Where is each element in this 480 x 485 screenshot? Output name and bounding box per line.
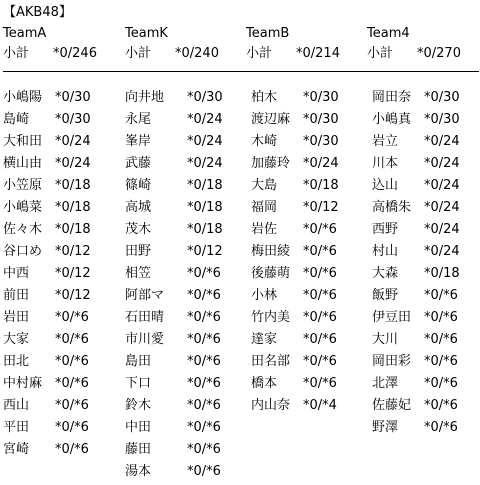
member-name: 小嶋菜 [3, 200, 43, 215]
member-row [251, 243, 371, 265]
member-row [251, 331, 371, 353]
member-score: *0/*6 [424, 376, 458, 391]
member-score: *0/18 [55, 178, 91, 193]
member-name: 中西 [3, 266, 30, 281]
member-name: 渡辺麻 [251, 112, 291, 127]
member-score: *0/*6 [187, 310, 221, 325]
member-row [125, 331, 245, 353]
member-score: *0/*6 [55, 398, 89, 413]
member-row [3, 199, 123, 221]
member-score: *0/12 [55, 266, 91, 281]
member-row [125, 419, 245, 441]
member-score: *0/*6 [424, 398, 458, 413]
member-name: 川本 [372, 156, 399, 171]
member-name: 岩立 [372, 134, 399, 149]
member-name: 中田 [125, 420, 152, 435]
member-score: *0/*6 [187, 266, 221, 281]
member-row [125, 199, 245, 221]
member-row [372, 375, 480, 397]
member-row [372, 309, 480, 331]
member-score: *0/30 [424, 90, 460, 105]
member-name: 島田 [125, 354, 152, 369]
member-row [372, 177, 480, 199]
member-name: 佐藤妃 [372, 398, 412, 413]
member-row [251, 133, 371, 155]
subtotal-value: *0/270 [417, 46, 461, 61]
member-row [3, 243, 123, 265]
member-name: 峯岸 [125, 134, 152, 149]
member-name: 小嶋真 [372, 112, 412, 127]
member-list-4 [372, 89, 480, 441]
member-row [372, 353, 480, 375]
member-row [251, 309, 371, 331]
member-score: *0/30 [424, 112, 460, 127]
member-score: *0/*6 [55, 376, 89, 391]
member-row [125, 353, 245, 375]
member-name: 武藤 [125, 156, 152, 171]
member-score: *0/30 [303, 90, 339, 105]
member-row [125, 111, 245, 133]
member-row [125, 287, 245, 309]
member-name: 宮崎 [3, 442, 30, 457]
member-row [125, 463, 245, 485]
member-score: *0/*6 [303, 354, 337, 369]
member-row [3, 111, 123, 133]
member-score: *0/*6 [187, 464, 221, 479]
member-name: 中村麻 [3, 376, 43, 391]
member-name: 田名部 [251, 354, 291, 369]
member-score: *0/30 [303, 112, 339, 127]
member-row [3, 397, 123, 419]
member-name: 飯野 [372, 288, 399, 303]
member-score: *0/18 [303, 178, 339, 193]
member-name: 達家 [251, 332, 278, 347]
team-header-k [125, 26, 245, 63]
member-score: *0/30 [303, 134, 339, 149]
member-name: 前田 [3, 288, 30, 303]
member-row [125, 243, 245, 265]
member-row [3, 221, 123, 243]
member-row [251, 89, 371, 111]
member-row [125, 133, 245, 155]
team-subtotal [246, 45, 366, 63]
member-score: *0/*6 [55, 310, 89, 325]
member-name: 岡田彩 [372, 354, 412, 369]
team-header-a [3, 26, 123, 63]
team-subtotal [367, 45, 480, 63]
member-row [372, 155, 480, 177]
member-row [125, 441, 245, 463]
team-subtotal [3, 45, 123, 63]
member-row [372, 199, 480, 221]
member-score: *0/24 [55, 156, 91, 171]
member-row [372, 89, 480, 111]
member-score: *0/24 [303, 156, 339, 171]
member-name: 市川愛 [125, 332, 165, 347]
member-score: *0/*6 [303, 244, 337, 259]
member-name: 小笠原 [3, 178, 43, 193]
member-name: 鈴木 [125, 398, 152, 413]
subtotal-value: *0/240 [175, 46, 219, 61]
member-name: 大家 [3, 332, 30, 347]
member-name: 岩佐 [251, 222, 278, 237]
team-header-4 [367, 26, 480, 63]
member-score: *0/*6 [303, 288, 337, 303]
member-row [3, 155, 123, 177]
member-row [125, 397, 245, 419]
member-row [3, 287, 123, 309]
member-score: *0/*6 [187, 288, 221, 303]
member-name: 大和田 [3, 134, 43, 149]
member-name: 福岡 [251, 200, 278, 215]
member-name: 高城 [125, 200, 152, 215]
member-row [372, 331, 480, 353]
subtotal-value: *0/246 [53, 46, 97, 61]
member-name: 村山 [372, 244, 399, 259]
member-row [251, 221, 371, 243]
member-score: *0/12 [55, 244, 91, 259]
member-score: *0/*6 [303, 376, 337, 391]
member-name: 阿部マ [125, 288, 165, 303]
member-list-a [3, 89, 123, 463]
member-name: 西山 [3, 398, 30, 413]
member-row [251, 353, 371, 375]
member-row [3, 265, 123, 287]
member-list-k [125, 89, 245, 485]
subtotal-label: 小計 [367, 46, 394, 61]
subtotal-label: 小計 [246, 46, 273, 61]
member-score: *0/*6 [187, 398, 221, 413]
member-name: 込山 [372, 178, 399, 193]
member-score: *0/*6 [187, 354, 221, 369]
member-row [3, 177, 123, 199]
member-name: 篠崎 [125, 178, 152, 193]
member-name: 向井地 [125, 90, 165, 105]
member-score: *0/*6 [303, 266, 337, 281]
member-score: *0/18 [187, 178, 223, 193]
member-name: 伊豆田 [372, 310, 412, 325]
member-score: *0/24 [187, 112, 223, 127]
subtotal-value: *0/214 [296, 46, 340, 61]
member-row [3, 375, 123, 397]
member-row [125, 309, 245, 331]
member-score: *0/*6 [424, 332, 458, 347]
member-row [3, 133, 123, 155]
member-row [372, 133, 480, 155]
member-name: 岡田奈 [372, 90, 412, 105]
member-row [125, 89, 245, 111]
member-row [372, 111, 480, 133]
member-score: *0/24 [424, 178, 460, 193]
member-score: *0/*6 [55, 354, 89, 369]
member-score: *0/*6 [55, 442, 89, 457]
member-score: *0/*6 [424, 420, 458, 435]
member-score: *0/12 [187, 244, 223, 259]
member-name: 北澤 [372, 376, 399, 391]
member-name: 橋本 [251, 376, 278, 391]
member-score: *0/18 [424, 266, 460, 281]
member-row [251, 265, 371, 287]
team-name: Team4 [367, 26, 410, 41]
member-score: *0/*6 [303, 222, 337, 237]
member-row [3, 441, 123, 463]
member-row [251, 375, 371, 397]
member-score: *0/*6 [187, 376, 221, 391]
subtotal-label: 小計 [125, 46, 152, 61]
member-score: *0/*6 [424, 354, 458, 369]
member-name: 島崎 [3, 112, 30, 127]
member-name: 石田晴 [125, 310, 165, 325]
member-row [372, 243, 480, 265]
member-score: *0/30 [55, 90, 91, 105]
team-name: TeamB [246, 26, 290, 41]
member-row [251, 287, 371, 309]
member-row [251, 155, 371, 177]
member-name: 藤田 [125, 442, 152, 457]
member-score: *0/*6 [303, 332, 337, 347]
member-score: *0/24 [424, 156, 460, 171]
member-name: 茂木 [125, 222, 152, 237]
member-row [372, 287, 480, 309]
member-score: *0/18 [55, 200, 91, 215]
member-name: 柏木 [251, 90, 278, 105]
member-row [125, 177, 245, 199]
member-score: *0/24 [424, 222, 460, 237]
member-name: 木崎 [251, 134, 278, 149]
team-subtotal [125, 45, 245, 63]
member-row [125, 265, 245, 287]
member-score: *0/*6 [55, 332, 89, 347]
team-name: TeamA [3, 26, 47, 41]
member-name: 加藤玲 [251, 156, 291, 171]
member-name: 横山由 [3, 156, 43, 171]
member-score: *0/24 [187, 156, 223, 171]
member-row [251, 397, 371, 419]
member-row [3, 331, 123, 353]
member-score: *0/*6 [424, 310, 458, 325]
member-score: *0/12 [303, 200, 339, 215]
member-name: 田野 [125, 244, 152, 259]
member-score: *0/18 [55, 222, 91, 237]
member-score: *0/18 [187, 200, 223, 215]
member-score: *0/*6 [187, 332, 221, 347]
member-name: 西野 [372, 222, 399, 237]
member-row [125, 155, 245, 177]
member-score: *0/24 [424, 134, 460, 149]
member-row [372, 397, 480, 419]
member-score: *0/*6 [187, 442, 221, 457]
member-row [251, 111, 371, 133]
member-name: 田北 [3, 354, 30, 369]
member-name: 小嶋陽 [3, 90, 43, 105]
member-name: 後藤萌 [251, 266, 291, 281]
member-name: 大森 [372, 266, 399, 281]
team-header-b [246, 26, 366, 63]
member-name: 谷口め [3, 244, 43, 259]
member-name: 湯本 [125, 464, 152, 479]
member-name: 高橋朱 [372, 200, 412, 215]
member-name: 下口 [125, 376, 152, 391]
member-name: 小林 [251, 288, 278, 303]
member-name: 大島 [251, 178, 278, 193]
member-name: 佐々木 [3, 222, 43, 237]
member-name: 竹内美 [251, 310, 291, 325]
member-row [3, 419, 123, 441]
member-name: 永尾 [125, 112, 152, 127]
member-score: *0/30 [55, 112, 91, 127]
member-row [3, 353, 123, 375]
member-row [372, 265, 480, 287]
member-score: *0/18 [187, 222, 223, 237]
member-name: 野澤 [372, 420, 399, 435]
member-name: 相笠 [125, 266, 152, 281]
member-score: *0/30 [187, 90, 223, 105]
member-name: 大川 [372, 332, 399, 347]
member-row [372, 419, 480, 441]
member-score: *0/24 [424, 244, 460, 259]
member-score: *0/24 [424, 200, 460, 215]
member-score: *0/24 [55, 134, 91, 149]
team-name: TeamK [125, 26, 168, 41]
member-name: 岩田 [3, 310, 30, 325]
member-name: 梅田綾 [251, 244, 291, 259]
member-row [3, 89, 123, 111]
member-row [251, 199, 371, 221]
member-score: *0/*6 [55, 420, 89, 435]
member-score: *0/*6 [303, 310, 337, 325]
member-list-b [251, 89, 371, 419]
member-row [125, 375, 245, 397]
member-row [125, 221, 245, 243]
member-row [251, 177, 371, 199]
member-row [3, 309, 123, 331]
subtotal-label: 小計 [3, 46, 30, 61]
member-score: *0/24 [187, 134, 223, 149]
member-name: 内山奈 [251, 398, 291, 413]
member-name: 平田 [3, 420, 30, 435]
member-score: *0/*6 [187, 420, 221, 435]
member-score: *0/*4 [303, 398, 337, 413]
member-score: *0/*6 [424, 288, 458, 303]
page-title: 【AKB48】 [3, 5, 72, 20]
member-score: *0/12 [55, 288, 91, 303]
member-row [372, 221, 480, 243]
divider-rule [3, 71, 479, 72]
